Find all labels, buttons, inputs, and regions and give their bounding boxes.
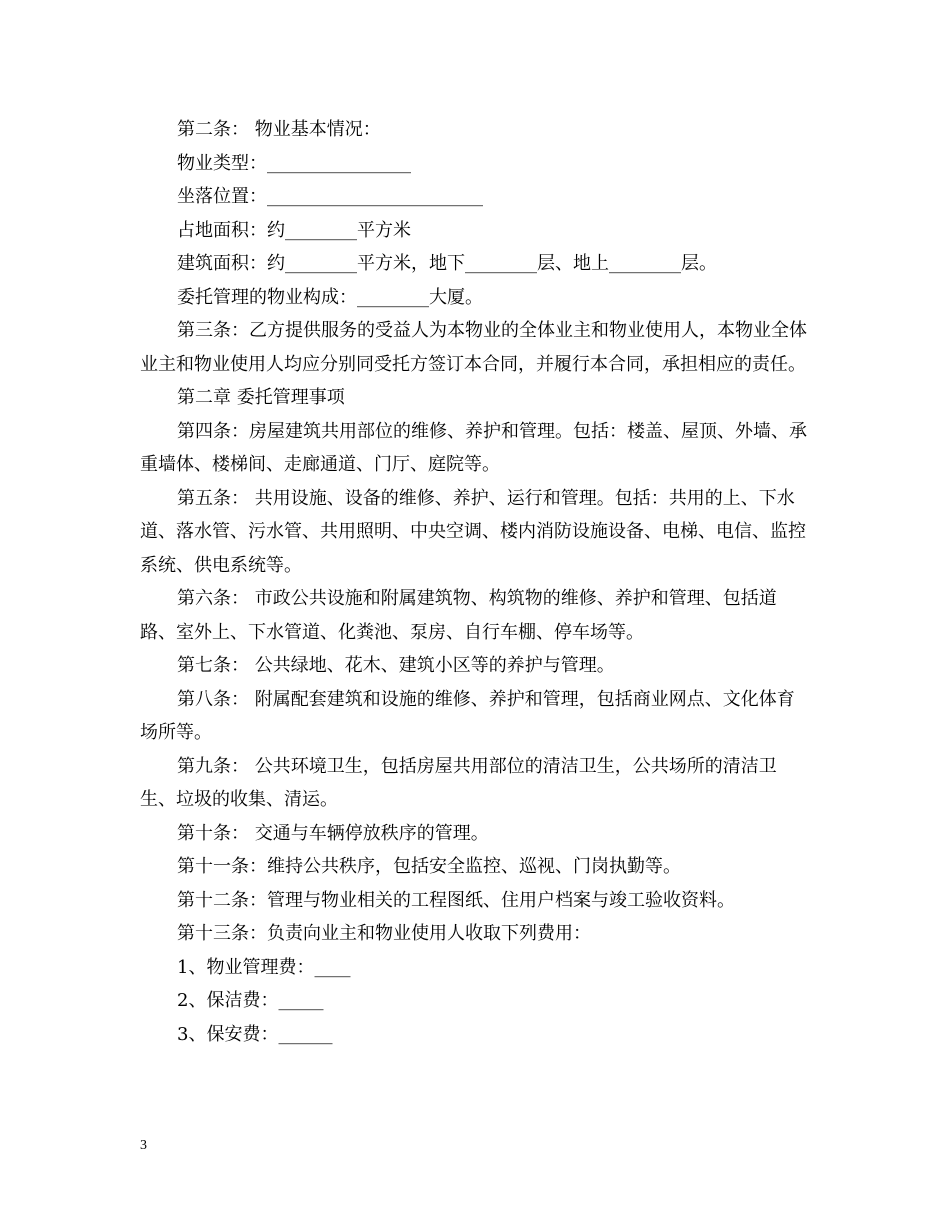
fee-item-security: 3、保安费：______	[177, 1023, 333, 1045]
paragraph-article-9: 第九条： 公共环境卫生，包括房屋共用部位的清洁卫生，公共场所的清洁卫生、垃圾的收集、清运。	[140, 755, 777, 810]
paragraph-article-3: 第三条：乙方提供服务的受益人为本物业的全体业主和物业使用人，本物业全体业主和物业使用人均应分别同受托方签订本合同，并履行本合同，承担相应的责任。	[140, 320, 807, 375]
paragraph-article-2: 第二条： 物业基本情况：	[177, 119, 381, 140]
paragraph-property-composition: 委托管理的物业构成：________大厦。	[177, 286, 483, 308]
paragraph-article-10: 第十条： 交通与车辆停放秩序的管理。	[177, 822, 489, 844]
document-body	[140, 113, 812, 1051]
fee-item-management: 1、物业管理费：____	[177, 956, 351, 978]
paragraph-article-8: 第八条： 附属配套建筑和设施的维修、养护和管理，包括商业网点、文化体育场所等。	[140, 688, 795, 743]
page-number: 3	[140, 1138, 147, 1153]
chapter-heading: 第二章 委托管理事项	[177, 387, 345, 408]
paragraph-location: 坐落位置：________________________	[177, 186, 483, 207]
paragraph-article-5: 第五条： 共用设施、设备的维修、养护、运行和管理。包括：共用的上、下水道、落水管、污水管、共用照明、中央空调、楼内消防设施设备、电梯、电信、监控系统、供电系统等。	[140, 487, 806, 576]
paragraph-land-area: 占地面积：约________平方米	[177, 219, 411, 241]
paragraph-article-11: 第十一条：维持公共秩序，包括安全监控、巡视、门岗执勤等。	[177, 856, 681, 877]
paragraph-article-7: 第七条： 公共绿地、花木、建筑小区等的养护与管理。	[177, 655, 615, 676]
paragraph-property-type: 物业类型：________________	[177, 152, 411, 174]
fee-item-cleaning: 2、保洁费：_____	[177, 990, 324, 1011]
paragraph-article-6: 第六条： 市政公共设施和附属建筑物、构筑物的维修、养护和管理、包括道路、室外上、下水管道、化粪池、泵房、自行车棚、停车场等。	[140, 588, 777, 643]
paragraph-article-4: 第四条：房屋建筑共用部位的维修、养护和管理。包括：楼盖、屋顶、外墙、承重墙体、楼梯间、走廊通道、门厅、庭院等。	[140, 420, 807, 475]
paragraph-building-area: 建筑面积：约________平方米，地下________层、地上________层。	[177, 253, 717, 274]
paragraph-article-13: 第十三条：负责向业主和物业使用人收取下列费用：	[177, 923, 591, 944]
paragraph-article-12: 第十二条：管理与物业相关的工程图纸、住用户档案与竣工验收资料。	[177, 889, 735, 911]
